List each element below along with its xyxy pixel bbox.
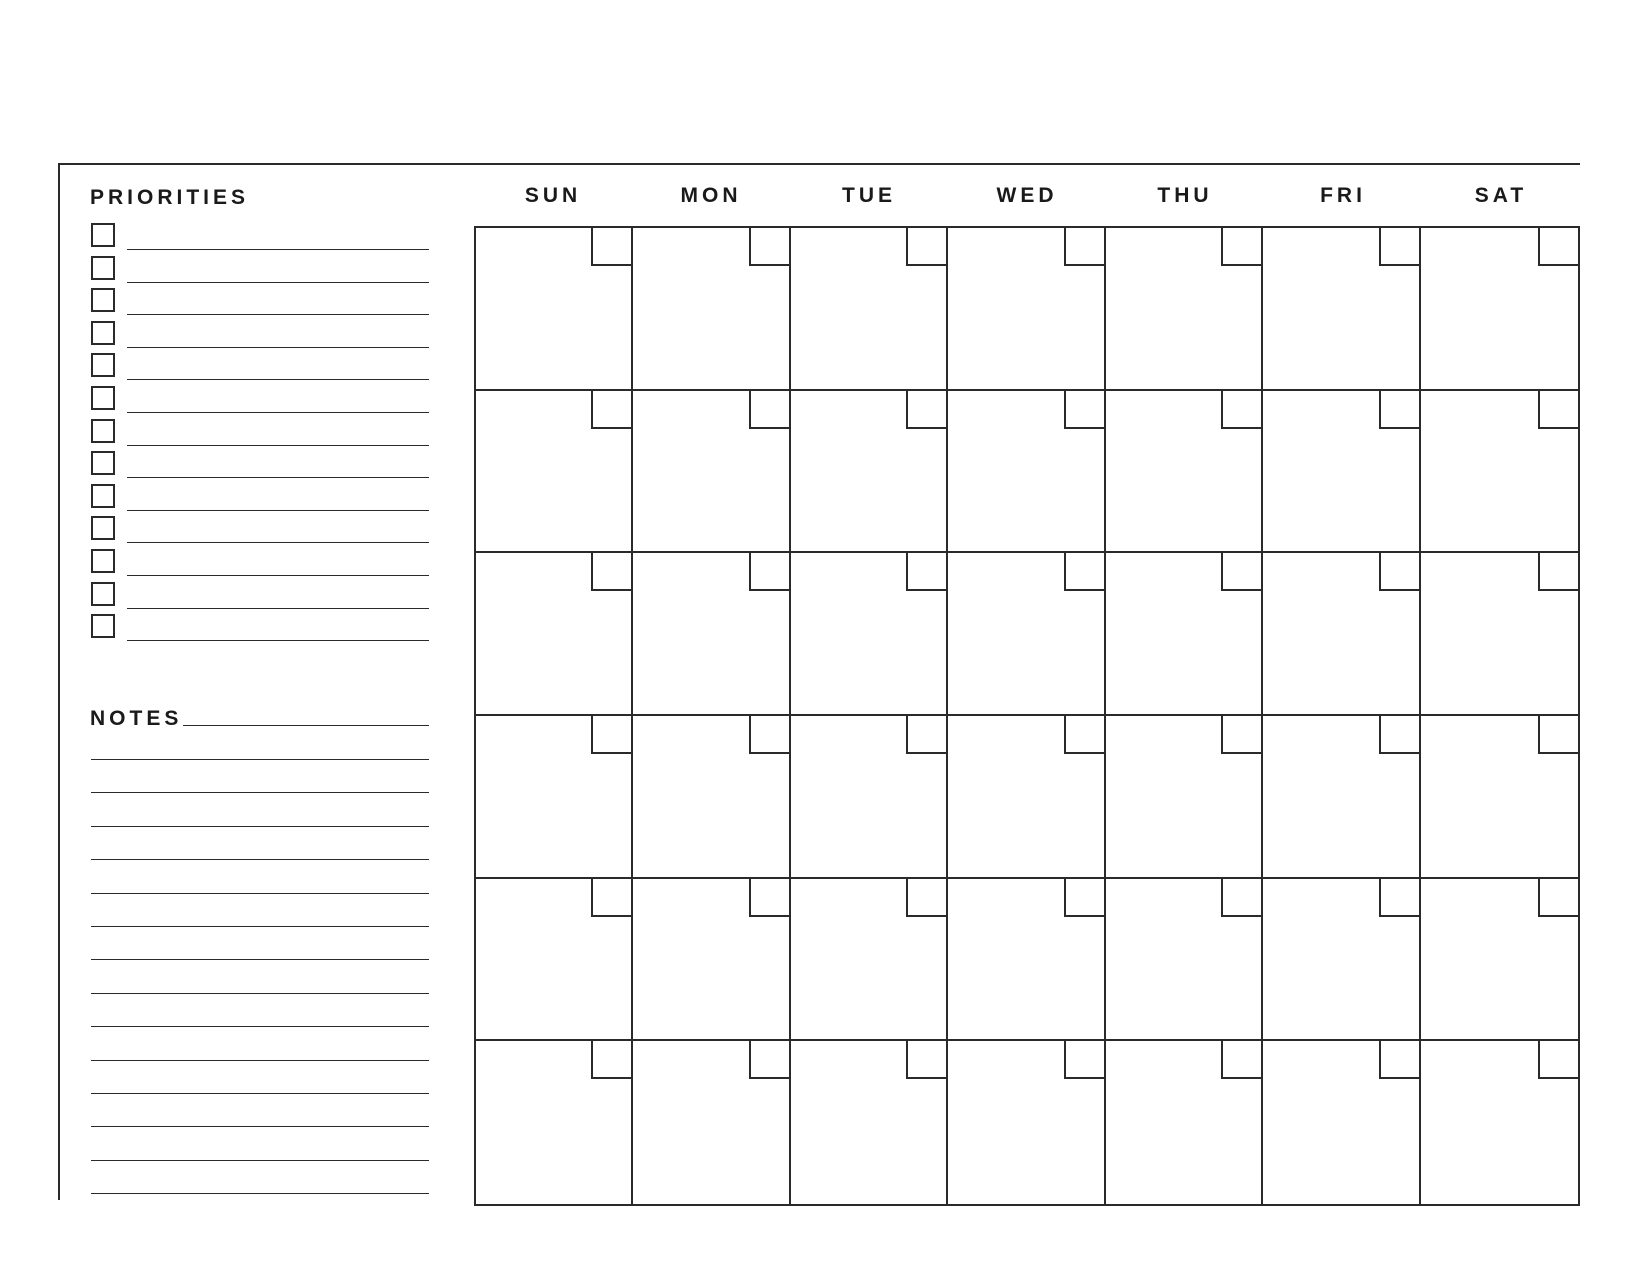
- date-number-box[interactable]: [1379, 716, 1419, 754]
- day-cell[interactable]: [633, 716, 790, 879]
- date-number-box[interactable]: [591, 553, 631, 591]
- date-number-box[interactable]: [1379, 1041, 1419, 1079]
- note-line[interactable]: [91, 1060, 429, 1061]
- priority-item: [91, 614, 429, 642]
- day-header-fri: FRI: [1320, 184, 1366, 207]
- note-line[interactable]: [91, 859, 429, 860]
- day-cell[interactable]: [633, 553, 790, 716]
- priority-write-line[interactable]: [127, 640, 429, 641]
- date-number-box[interactable]: [906, 716, 946, 754]
- date-number-box[interactable]: [1538, 228, 1578, 266]
- priority-item: [91, 516, 429, 544]
- priority-checkbox[interactable]: [91, 256, 115, 280]
- priority-checkbox[interactable]: [91, 451, 115, 475]
- day-cell[interactable]: [791, 879, 948, 1042]
- day-cell[interactable]: [948, 391, 1105, 554]
- day-cell[interactable]: [1106, 1041, 1263, 1204]
- priority-item: [91, 582, 429, 610]
- date-number-box[interactable]: [1538, 879, 1578, 917]
- note-line[interactable]: [91, 792, 429, 793]
- frame-left-border: [58, 163, 60, 1200]
- note-line[interactable]: [91, 959, 429, 960]
- day-cell[interactable]: [633, 391, 790, 554]
- date-number-box[interactable]: [1221, 879, 1261, 917]
- day-header-thu: THU: [1157, 184, 1213, 207]
- priorities-title: PRIORITIES: [90, 186, 250, 209]
- note-line[interactable]: [91, 759, 429, 760]
- day-cell[interactable]: [791, 1041, 948, 1204]
- date-number-box[interactable]: [591, 228, 631, 266]
- date-number-box[interactable]: [1221, 553, 1261, 591]
- date-number-box[interactable]: [906, 1041, 946, 1079]
- note-line[interactable]: [91, 1093, 429, 1094]
- day-cell[interactable]: [1263, 391, 1420, 554]
- date-number-box[interactable]: [1379, 879, 1419, 917]
- date-number-box[interactable]: [749, 879, 789, 917]
- date-number-box[interactable]: [1064, 1041, 1104, 1079]
- date-number-box[interactable]: [591, 391, 631, 429]
- priority-checkbox[interactable]: [91, 321, 115, 345]
- day-header-wed: WED: [996, 184, 1058, 207]
- day-cell[interactable]: [1263, 879, 1420, 1042]
- notes-title: NOTES: [90, 707, 183, 730]
- day-cell[interactable]: [1263, 228, 1420, 391]
- frame-top-border: [58, 163, 1580, 165]
- note-line[interactable]: [91, 926, 429, 927]
- priority-write-line[interactable]: [127, 510, 429, 511]
- note-line[interactable]: [91, 1026, 429, 1027]
- day-cell[interactable]: [476, 391, 633, 554]
- priority-write-line[interactable]: [127, 575, 429, 576]
- day-header-mon: MON: [680, 184, 742, 207]
- day-cell[interactable]: [633, 1041, 790, 1204]
- priority-checkbox[interactable]: [91, 223, 115, 247]
- day-cell[interactable]: [1421, 228, 1578, 391]
- note-line[interactable]: [91, 826, 429, 827]
- priority-checkbox[interactable]: [91, 516, 115, 540]
- day-cell[interactable]: [1421, 1041, 1578, 1204]
- day-header-sun: SUN: [524, 184, 582, 207]
- day-cell[interactable]: [1106, 391, 1263, 554]
- day-cell[interactable]: [1263, 716, 1420, 879]
- date-number-box[interactable]: [1538, 716, 1578, 754]
- date-number-box[interactable]: [1379, 553, 1419, 591]
- day-cell[interactable]: [948, 228, 1105, 391]
- date-number-box[interactable]: [1064, 879, 1104, 917]
- day-cell[interactable]: [476, 1041, 633, 1204]
- priority-write-line[interactable]: [127, 282, 429, 283]
- day-header-tue: TUE: [842, 184, 896, 207]
- date-number-box[interactable]: [1221, 716, 1261, 754]
- priority-checkbox[interactable]: [91, 582, 115, 606]
- day-cell[interactable]: [476, 228, 633, 391]
- day-cell[interactable]: [1421, 553, 1578, 716]
- note-line[interactable]: [91, 1126, 429, 1127]
- day-cell[interactable]: [1106, 228, 1263, 391]
- day-cell[interactable]: [791, 228, 948, 391]
- day-header-sat: SAT: [1474, 184, 1528, 207]
- priority-write-line[interactable]: [127, 445, 429, 446]
- note-line[interactable]: [91, 893, 429, 894]
- date-number-box[interactable]: [749, 1041, 789, 1079]
- priority-checkbox[interactable]: [91, 484, 115, 508]
- calendar-grid: [474, 226, 1580, 1206]
- day-cell[interactable]: [1106, 879, 1263, 1042]
- priority-item: [91, 256, 429, 284]
- date-number-box[interactable]: [1379, 228, 1419, 266]
- note-line[interactable]: [91, 993, 429, 994]
- date-number-box[interactable]: [906, 879, 946, 917]
- priority-item: [91, 549, 429, 577]
- priority-item: [91, 484, 429, 512]
- notes-title-line[interactable]: [183, 725, 429, 726]
- day-cell[interactable]: [1421, 879, 1578, 1042]
- priority-item: [91, 419, 429, 447]
- day-cell[interactable]: [948, 553, 1105, 716]
- day-cell[interactable]: [1421, 716, 1578, 879]
- day-cell[interactable]: [791, 391, 948, 554]
- priority-item: [91, 288, 429, 316]
- priority-write-line[interactable]: [127, 412, 429, 413]
- priority-checkbox[interactable]: [91, 549, 115, 573]
- day-cell[interactable]: [476, 716, 633, 879]
- date-number-box[interactable]: [1064, 553, 1104, 591]
- day-cell[interactable]: [791, 553, 948, 716]
- date-number-box[interactable]: [1221, 228, 1261, 266]
- priority-write-line[interactable]: [127, 314, 429, 315]
- day-cell[interactable]: [948, 716, 1105, 879]
- priority-write-line[interactable]: [127, 379, 429, 380]
- date-number-box[interactable]: [1538, 1041, 1578, 1079]
- date-number-box[interactable]: [906, 228, 946, 266]
- date-number-box[interactable]: [749, 391, 789, 429]
- day-cell[interactable]: [1263, 553, 1420, 716]
- day-cell[interactable]: [1106, 716, 1263, 879]
- day-cell[interactable]: [633, 879, 790, 1042]
- priority-item: [91, 223, 429, 251]
- date-number-box[interactable]: [1064, 228, 1104, 266]
- priority-write-line[interactable]: [127, 347, 429, 348]
- note-line[interactable]: [91, 1193, 429, 1194]
- priority-item: [91, 321, 429, 349]
- date-number-box[interactable]: [1064, 391, 1104, 429]
- note-line[interactable]: [91, 1160, 429, 1161]
- date-number-box[interactable]: [906, 391, 946, 429]
- priority-item: [91, 386, 429, 414]
- day-cell[interactable]: [1263, 1041, 1420, 1204]
- day-cell[interactable]: [1421, 391, 1578, 554]
- day-cell[interactable]: [791, 716, 948, 879]
- date-number-box[interactable]: [591, 1041, 631, 1079]
- date-number-box[interactable]: [749, 716, 789, 754]
- date-number-box[interactable]: [1221, 1041, 1261, 1079]
- date-number-box[interactable]: [749, 553, 789, 591]
- day-cell[interactable]: [476, 553, 633, 716]
- priority-write-line[interactable]: [127, 542, 429, 543]
- date-number-box[interactable]: [1221, 391, 1261, 429]
- date-number-box[interactable]: [1538, 391, 1578, 429]
- date-number-box[interactable]: [591, 716, 631, 754]
- priority-write-line[interactable]: [127, 249, 429, 250]
- priority-checkbox[interactable]: [91, 614, 115, 638]
- day-cell[interactable]: [633, 228, 790, 391]
- priority-checkbox[interactable]: [91, 419, 115, 443]
- priority-item: [91, 353, 429, 381]
- priority-checkbox[interactable]: [91, 353, 115, 377]
- priority-write-line[interactable]: [127, 477, 429, 478]
- date-number-box[interactable]: [906, 553, 946, 591]
- date-number-box[interactable]: [749, 228, 789, 266]
- priority-write-line[interactable]: [127, 608, 429, 609]
- date-number-box[interactable]: [1538, 553, 1578, 591]
- day-cell[interactable]: [476, 879, 633, 1042]
- date-number-box[interactable]: [591, 879, 631, 917]
- priority-checkbox[interactable]: [91, 386, 115, 410]
- day-cell[interactable]: [948, 879, 1105, 1042]
- day-cell[interactable]: [1106, 553, 1263, 716]
- day-cell[interactable]: [948, 1041, 1105, 1204]
- date-number-box[interactable]: [1379, 391, 1419, 429]
- priority-item: [91, 451, 429, 479]
- priority-checkbox[interactable]: [91, 288, 115, 312]
- date-number-box[interactable]: [1064, 716, 1104, 754]
